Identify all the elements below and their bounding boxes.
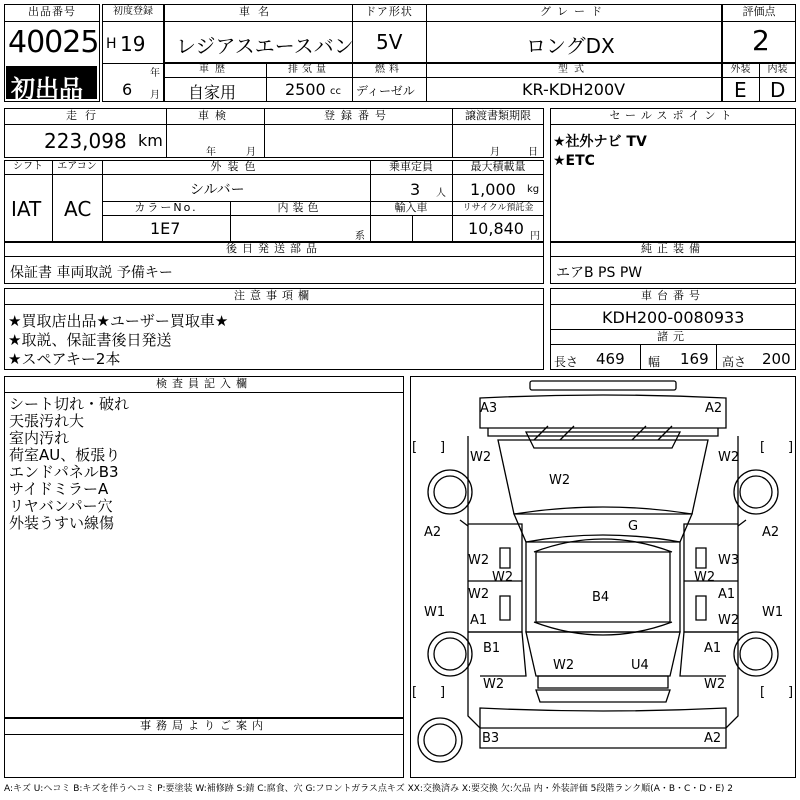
damage-w1-left: W1 <box>424 605 446 620</box>
exterior-color: シルバー <box>190 182 245 198</box>
inspection-year: 年 <box>206 147 216 158</box>
inspector-line: 室内汚れ <box>9 429 70 447</box>
width-label: 幅 <box>648 355 661 369</box>
first-registration-label: 初度登録 <box>113 6 153 17</box>
bracket-left-bottom-close: ] <box>440 685 446 700</box>
mileage-unit: km <box>138 131 163 150</box>
recycle-label: リサイクル預託金 <box>462 203 534 213</box>
specs-label: 諸元 <box>657 330 689 343</box>
recycle-deposit: 10,840 <box>468 219 524 238</box>
aircon-label: エアコン <box>57 161 97 172</box>
chassis-number: KDH200-0080933 <box>602 308 745 327</box>
length-label: 長さ <box>554 355 579 369</box>
bracket-right-bottom: [ <box>760 685 766 700</box>
capacity: 3 <box>410 180 421 199</box>
damage-a2-front-right: A2 <box>705 401 723 416</box>
bracket-left-top-close: ] <box>440 440 446 455</box>
exterior-color-label: 外装色 <box>210 160 262 173</box>
damage-w2-left-door-3: W2 <box>468 587 490 602</box>
registration-year: 19 <box>120 32 146 56</box>
mileage: 223,098 <box>44 129 127 153</box>
height-value: 200 <box>762 350 791 368</box>
damage-a2-left: A2 <box>424 525 442 540</box>
office-label: 事務局よりご案内 <box>140 719 268 732</box>
fuel-label: 燃料 <box>375 64 403 75</box>
inspection-label: 車検 <box>198 109 232 122</box>
bracket-right-top-close: ] <box>788 440 794 455</box>
exterior-score: E <box>734 78 747 102</box>
transfer-day: 日 <box>528 147 538 158</box>
capacity-label: 乗車定員 <box>389 160 433 173</box>
first-listing-text: 初出品 <box>11 75 83 103</box>
displacement-label: 排気量 <box>288 64 330 75</box>
damage-w2-right-door-3: W2 <box>718 613 740 628</box>
damage-w2-rear-left-corner: W2 <box>483 677 505 692</box>
damage-a1-left-door: A1 <box>470 613 488 628</box>
sales-point-1: ★社外ナビ TV <box>553 134 647 150</box>
import-label: 輸入車 <box>394 201 428 214</box>
car-name-label: 車名 <box>239 5 277 18</box>
inspector-notes <box>9 396 129 532</box>
inspector-line: シート切れ・破れ <box>9 395 130 413</box>
grade-label: グレード <box>540 5 608 18</box>
equipment-label: 純正装備 <box>641 242 705 255</box>
damage-w2-front-right: W2 <box>718 450 740 465</box>
lot-number-label: 出品番号 <box>28 5 76 18</box>
inspector-line: 外装うすい線傷 <box>9 514 115 532</box>
damage-a1-right: A1 <box>704 641 722 656</box>
aircon: AC <box>64 197 92 221</box>
damage-a3-front-left: A3 <box>480 401 498 416</box>
width-value: 169 <box>680 350 709 368</box>
damage-b4-roof: B4 <box>592 590 610 605</box>
door-label: ドア形状 <box>365 5 413 18</box>
car-name: レジアスエースバン <box>176 34 354 58</box>
era: H <box>106 36 117 52</box>
damage-g-glass: G <box>628 519 639 534</box>
year-unit: 年 <box>150 68 160 79</box>
damage-w2-front-left: W2 <box>470 450 492 465</box>
history-label: 車歴 <box>199 64 231 75</box>
bracket-left-bottom: [ <box>412 685 418 700</box>
max-load: 1,000 <box>470 180 516 199</box>
inspector-line: エンドパネルB3 <box>9 463 119 481</box>
month-unit: 月 <box>150 90 160 101</box>
mileage-label: 走行 <box>66 109 104 122</box>
length-value: 469 <box>596 350 625 368</box>
exterior-label: 外装 <box>730 64 751 75</box>
damage-w2-right-door-2: W2 <box>694 570 716 585</box>
damage-u4-rear: U4 <box>631 658 649 673</box>
registration-month: 6 <box>122 80 133 99</box>
inspection-month: 月 <box>246 147 256 158</box>
interior-score: D <box>770 78 786 102</box>
displacement-unit: cc <box>330 86 341 97</box>
notes-line-1: ★買取店出品★ユーザー買取車★ <box>8 312 229 330</box>
color-number-label: カラーNo. <box>134 201 198 214</box>
recycle-unit: 円 <box>530 231 540 242</box>
car-diagram <box>410 376 796 778</box>
history: 自家用 <box>188 83 237 102</box>
score: 2 <box>752 24 770 57</box>
damage-a2-right: A2 <box>762 525 780 540</box>
damage-w2-hood: W2 <box>549 473 571 488</box>
interior-color-unit: 系 <box>355 231 365 242</box>
capacity-unit: 人 <box>436 188 446 199</box>
height-label: 高さ <box>722 355 747 369</box>
transfer-month: 月 <box>490 147 500 158</box>
interior-label: 内装 <box>767 64 788 75</box>
damage-w2-left-door-1: W2 <box>468 553 490 568</box>
transfer-deadline-label: 譲渡書類期限 <box>465 109 531 122</box>
notes-line-2: ★取説、保証書後日発送 <box>8 331 172 349</box>
score-label: 評価点 <box>742 5 776 18</box>
damage-w2-rear-left: W2 <box>553 658 575 673</box>
registration-number-label: 登録番号 <box>324 109 392 122</box>
chassis-label: 車台番号 <box>641 289 705 302</box>
later-parts-label: 後日発送部品 <box>226 242 322 255</box>
bracket-right-top: [ <box>760 440 766 455</box>
equipment-value: エアB PS PW <box>556 265 643 281</box>
model-code: KR-KDH200V <box>522 80 626 99</box>
fuel: ディーゼル <box>356 84 415 98</box>
notes-line-3: ★スペアキー2本 <box>8 350 121 368</box>
damage-w2-rear-right-corner: W2 <box>704 677 726 692</box>
damage-legend: A:キズ U:ヘコミ B:キズを伴うヘコミ P:要塗装 W:補修跡 S:錆 C:腐食、穴 G:フロントガラス点キズ XX:交換済み X:要交換 欠:欠品 内・外装評価 5段階ランク順(A・B・C・D・E) 2 <box>4 784 734 794</box>
lot-number: 40025 <box>8 25 99 60</box>
inspector-line: リヤバンパー穴 <box>9 497 113 515</box>
color-number: 1E7 <box>150 219 181 238</box>
sales-point-2: ★ETC <box>553 153 595 169</box>
inspector-line: 天張汚れ大 <box>9 412 85 430</box>
max-load-unit: kg <box>527 184 540 195</box>
door-type: 5V <box>376 30 403 54</box>
grade: ロングDX <box>526 34 615 58</box>
damage-a2-rear-bumper-right: A2 <box>704 731 722 746</box>
interior-color-label: 内装色 <box>277 201 323 214</box>
bracket-left-top: [ <box>412 440 418 455</box>
displacement: 2500 <box>285 80 326 99</box>
max-load-label: 最大積載量 <box>470 160 526 173</box>
damage-w3-right-door-1: W3 <box>718 553 740 568</box>
inspector-label: 検査員記入欄 <box>156 377 252 390</box>
later-parts-value: 保証書 車両取説 予備キー <box>10 265 173 281</box>
notes-label: 注意事項欄 <box>234 289 314 302</box>
damage-w1-right: W1 <box>762 605 784 620</box>
damage-a1-right-door: A1 <box>718 587 736 602</box>
sales-points-box <box>550 108 796 242</box>
shift-label: シフト <box>13 161 43 172</box>
model-label: 型式 <box>558 64 590 75</box>
inspector-line: 荷室AU、板張り <box>9 446 121 464</box>
shift-type: IAT <box>11 197 42 221</box>
bracket-right-bottom-close: ] <box>788 685 794 700</box>
inspector-line: サイドミラーA <box>9 480 109 498</box>
sales-points-label: セールスポイント <box>609 109 737 122</box>
damage-w2-left-door-2: W2 <box>492 570 514 585</box>
damage-b1-left: B1 <box>483 641 501 656</box>
damage-b3-rear-bumper-left: B3 <box>482 731 500 746</box>
